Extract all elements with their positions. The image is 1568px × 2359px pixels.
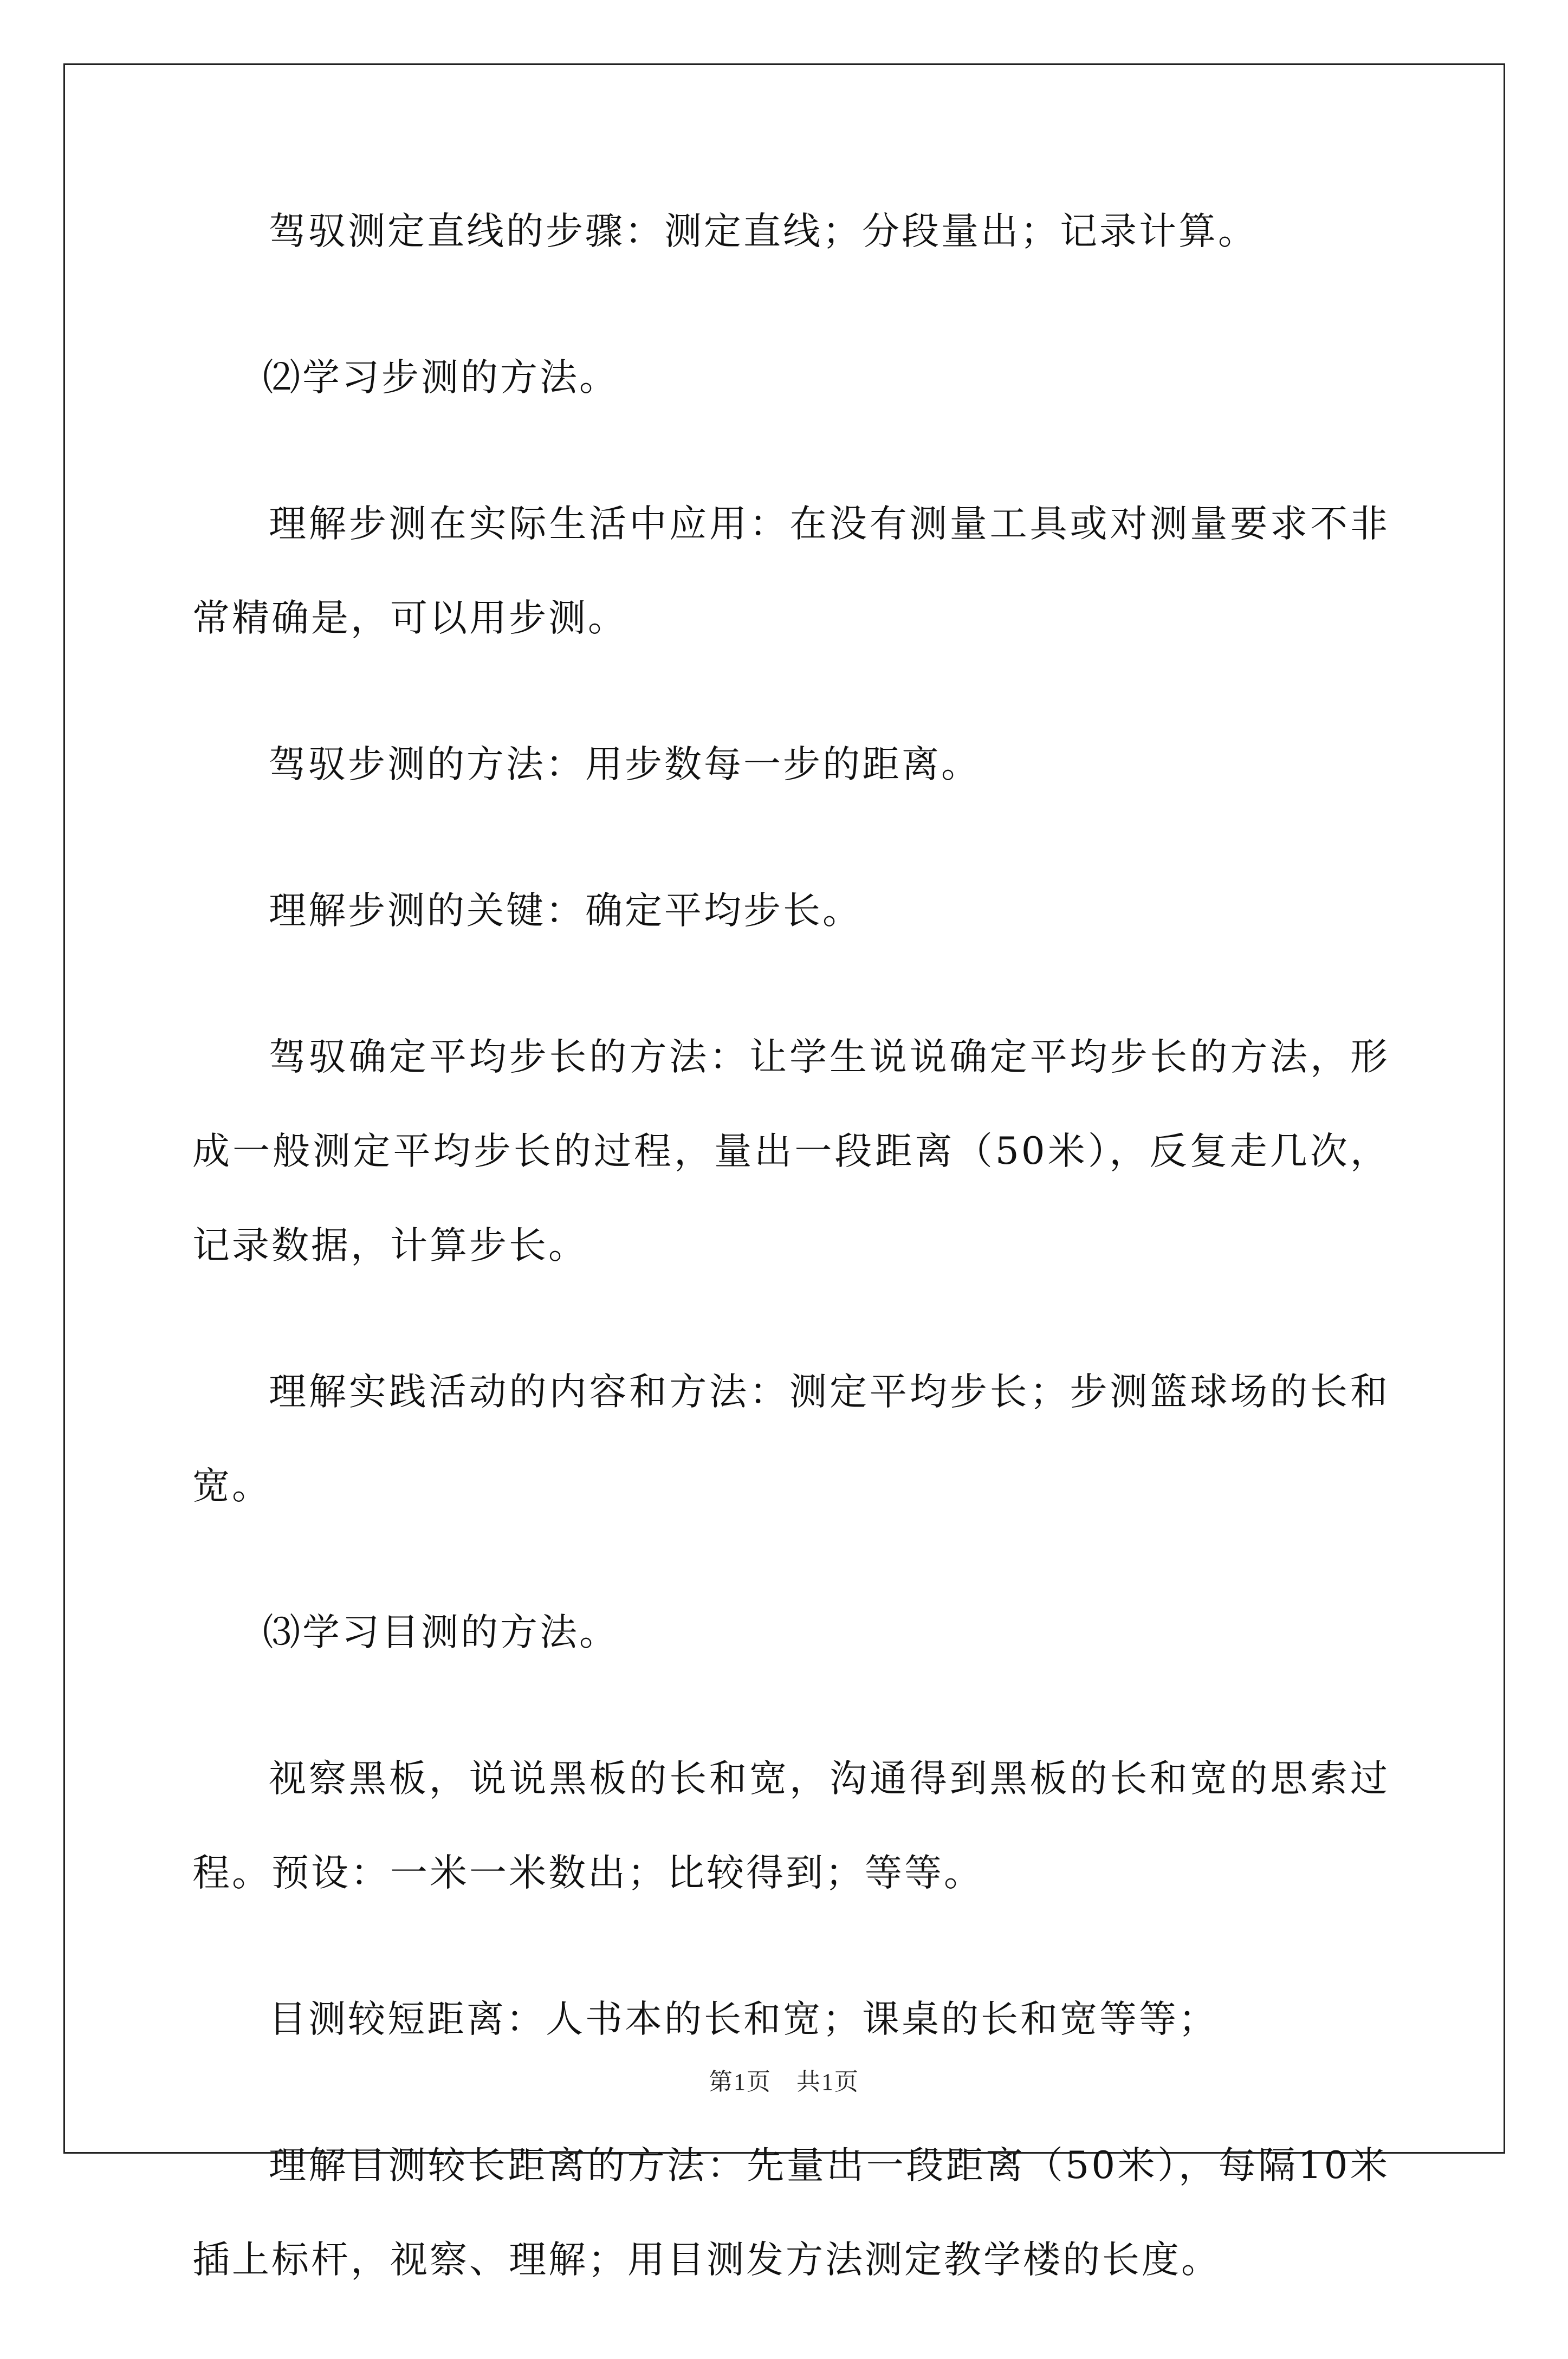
paragraph: 视察黑板，说说黑板的长和宽，沟通得到黑板的长和宽的思索过程。预设：一米一米数出；比较得到；等等。: [192, 1757, 1390, 1895]
paragraph: ⑶学习目测的方法。: [263, 1611, 619, 1654]
paragraph: 理解目测较长距离的方法：先量出一段距离（50米），每隔10米插上标杆，视察、理解；用目测发方法测定教学楼的长度。: [192, 2144, 1390, 2282]
paragraph: 驾驭步测的方法：用步数每一步的距离。: [269, 743, 981, 786]
paragraph: 理解步测在实际生活中应用：在没有测量工具或对测量要求不非常精确是，可以用步测。: [192, 502, 1390, 640]
paragraph: 驾驭确定平均步长的方法：让学生说说确定平均步长的方法，形成一般测定平均步长的过程，量出一段距离（50米），反复走几次，记录数据，计算步长。: [192, 1035, 1390, 1267]
paragraph: ⑵学习步测的方法。: [263, 356, 619, 399]
paragraph: 目测较短距离：人书本的长和宽；课桌的长和宽等等；: [269, 1998, 1218, 2041]
document-body: [192, 184, 1390, 2359]
paragraph: 驾驭测定直线的步骤：测定直线；分段量出；记录计算。: [269, 210, 1258, 253]
paragraph: 理解步测的关键：确定平均步长。: [269, 889, 862, 932]
paragraph: 理解实践活动的内容和方法：测定平均步长；步测篮球场的长和宽。: [192, 1370, 1390, 1508]
page-footer: 第1页 共1页: [709, 2069, 859, 2095]
